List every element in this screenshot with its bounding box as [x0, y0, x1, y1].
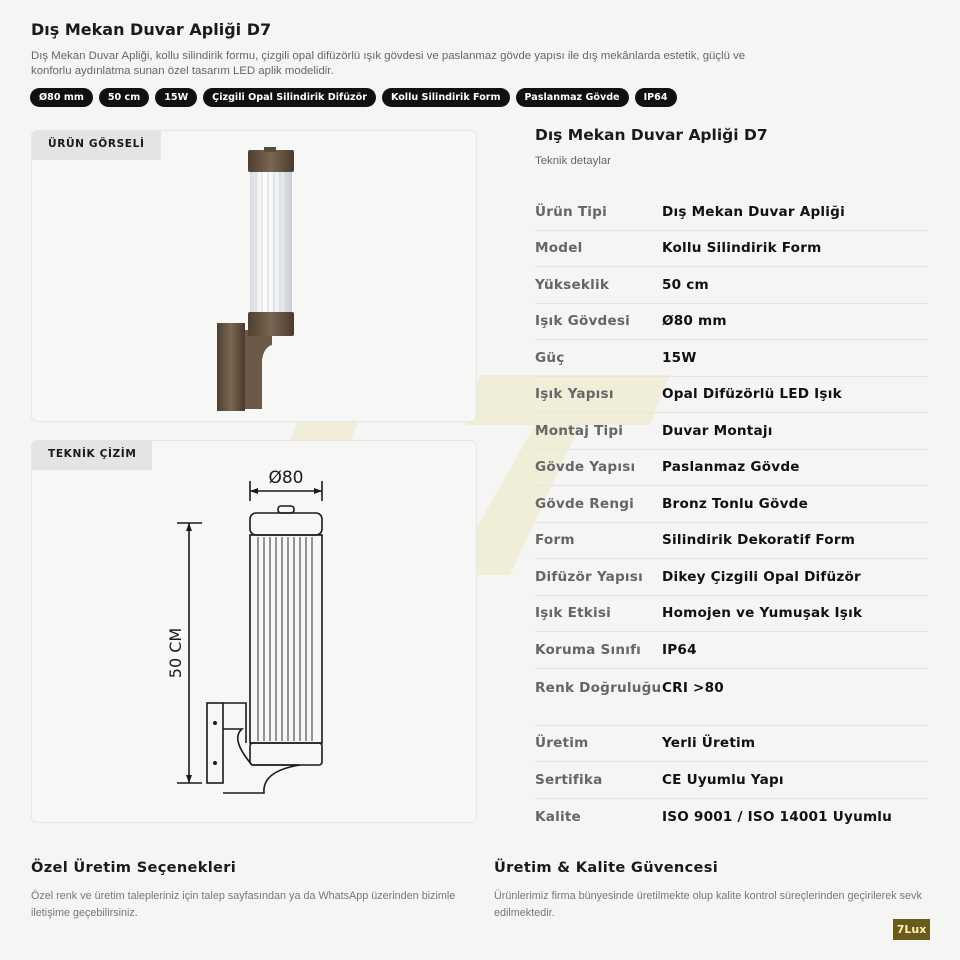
spec-key: Koruma Sınıfı	[535, 641, 642, 658]
spec-subtitle: Teknik detaylar	[535, 155, 611, 167]
spec-row	[535, 559, 928, 596]
spec-key: Ürün Tipi	[535, 203, 607, 220]
spec-value: CE Uyumlu Yapı	[662, 771, 784, 788]
product-image-label: ÜRÜN GÖRSELİ	[32, 131, 161, 160]
tag-height: 50 cm	[99, 88, 149, 107]
spec-key: Işık Gövdesi	[535, 313, 631, 330]
spec-key: Işık Yapısı	[535, 386, 614, 403]
spec-row	[535, 669, 928, 726]
product-image-panel	[31, 130, 477, 422]
spec-row	[535, 377, 928, 414]
spec-row	[535, 194, 928, 231]
spec-row	[535, 726, 928, 763]
technical-drawing-label: TEKNİK ÇİZİM	[32, 441, 152, 470]
technical-drawing-panel	[31, 440, 477, 823]
tag-ip: IP64	[635, 88, 677, 107]
spec-value: Kollu Silindirik Form	[662, 240, 822, 257]
spec-value: ISO 9001 / ISO 14001 Uyumlu	[662, 808, 893, 825]
spec-row	[535, 413, 928, 450]
spec-row	[535, 596, 928, 633]
drawing-height-label: 50 CM	[166, 627, 185, 679]
spec-row	[535, 632, 928, 669]
quality-text: Ürünlerimiz firma bünyesinde üretilmekte olup kalite kontrol süreçlerinden geçirilerek sevk edilmektedir.	[494, 890, 922, 919]
quality-title: Üretim & Kalite Güvencesi	[494, 859, 719, 876]
spec-key: Işık Etkisi	[535, 605, 612, 622]
spec-value: Dış Mekan Duvar Apliği	[662, 203, 845, 220]
spec-value: IP64	[662, 641, 697, 658]
spec-row	[535, 762, 928, 799]
spec-value: Duvar Montajı	[662, 422, 773, 439]
spec-row	[535, 340, 928, 377]
spec-value: Homojen ve Yumuşak Işık	[662, 605, 863, 622]
spec-key: Gövde Rengi	[535, 495, 634, 512]
tag-list	[30, 88, 677, 107]
spec-row	[535, 304, 928, 341]
spec-key: Gövde Yapısı	[535, 459, 636, 476]
product-photo[interactable]	[202, 145, 312, 421]
custom-production-title: Özel Üretim Seçenekleri	[31, 859, 237, 876]
technical-drawing[interactable]	[152, 461, 382, 801]
spec-table	[535, 194, 928, 835]
spec-key: Üretim	[535, 735, 589, 752]
brand-logo[interactable]: 7Lux	[893, 919, 930, 940]
spec-value: Opal Difüzörlü LED Işık	[662, 386, 842, 403]
spec-key: Montaj Tipi	[535, 422, 624, 439]
spec-row	[535, 523, 928, 560]
tag-diameter: Ø80 mm	[30, 88, 93, 107]
spec-value: 15W	[662, 349, 697, 366]
spec-value: Bronz Tonlu Gövde	[662, 495, 808, 512]
spec-value: 50 cm	[662, 276, 709, 293]
spec-key: Model	[535, 240, 583, 257]
spec-value: CRI >80	[662, 679, 724, 696]
tag-diffuser: Çizgili Opal Silindirik Difüzör	[203, 88, 376, 107]
page-title: Dış Mekan Duvar Apliği D7	[31, 20, 272, 39]
spec-key: Yükseklik	[535, 276, 610, 293]
spec-key: Form	[535, 532, 575, 549]
spec-key: Kalite	[535, 808, 581, 825]
spec-row	[535, 267, 928, 304]
drawing-width-label: Ø80	[268, 468, 304, 488]
spec-value: Silindirik Dekoratif Form	[662, 532, 856, 549]
spec-row	[535, 450, 928, 487]
page-description: Dış Mekan Duvar Apliği, kollu silindirik formu, çizgili opal difüzörlü ışık gövdesi ve paslanmaz gövde yapısı ile dış mekânlarda estetik, güçlü ve konforlu aydınlatma sunan özel tasarım LED aplik modelidir.	[31, 50, 746, 77]
tag-form: Kollu Silindirik Form	[382, 88, 510, 107]
spec-title: Dış Mekan Duvar Apliği D7	[535, 126, 768, 144]
spec-key: Güç	[535, 349, 565, 366]
spec-key: Sertifika	[535, 771, 603, 788]
spec-row	[535, 231, 928, 268]
spec-value: Paslanmaz Gövde	[662, 459, 800, 476]
spec-value: Yerli Üretim	[662, 735, 756, 752]
spec-value: Ø80 mm	[662, 313, 727, 330]
spec-key: Difüzör Yapısı	[535, 568, 643, 585]
spec-key: Renk Doğruluğu	[535, 679, 662, 696]
spec-row	[535, 486, 928, 523]
tag-body: Paslanmaz Gövde	[516, 88, 629, 107]
spec-value: Dikey Çizgili Opal Difüzör	[662, 568, 861, 585]
tag-power: 15W	[155, 88, 197, 107]
spec-row	[535, 799, 928, 836]
custom-production-text: Özel renk ve üretim talepleriniz için talep sayfasından ya da WhatsApp üzerinden bizimle iletişime geçebilirsiniz.	[31, 890, 456, 919]
